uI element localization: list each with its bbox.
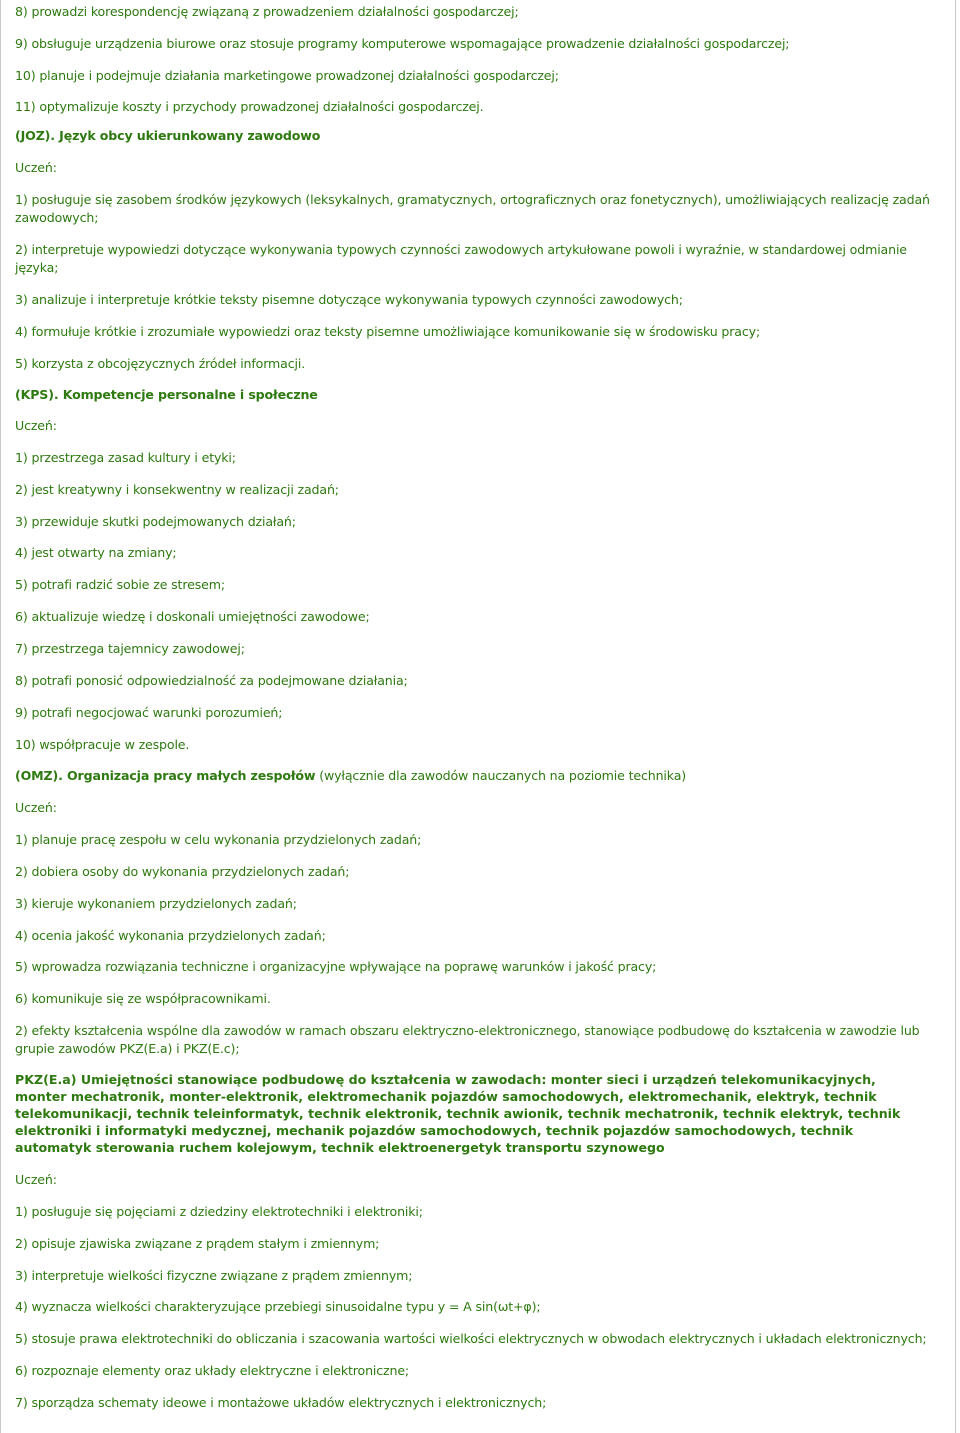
- list-item: 6) komunikuje się ze współpracownikami.: [15, 991, 271, 1006]
- section-heading-omz-bold: (OMZ). Organizacja pracy małych zespołów: [15, 768, 316, 783]
- section-intro: Uczeń:: [15, 800, 57, 815]
- list-item: 7) sporządza schematy ideowe i montażowe układów elektrycznych i elektronicznych;: [15, 1395, 547, 1410]
- list-item: 3) analizuje i interpretuje krótkie teksty pisemne dotyczące wykonywania typowych czynności zawodowych;: [15, 292, 683, 307]
- list-item: 6) rozpoznaje elementy oraz układy elektryczne i elektroniczne;: [15, 1363, 410, 1378]
- list-item: 6) aktualizuje wiedzę i doskonali umiejętności zawodowe;: [15, 609, 370, 624]
- list-item: 9) obsługuje urządzenia biurowe oraz stosuje programy komputerowe wspomagające prowadzenie działalności gospodarczej;: [15, 36, 790, 51]
- list-item: 2) interpretuje wypowiedzi dotyczące wykonywania typowych czynności zawodowych artykułowane powoli i wyraźnie, w standardowej odmianie języka;: [15, 242, 907, 275]
- list-item: 1) planuje pracę zespołu w celu wykonania przydzielonych zadań;: [15, 832, 422, 847]
- section-heading-pkz: PKZ(E.a) Umiejętności stanowiące podbudowę do kształcenia w zawodach: monter sieci i urządzeń telekomunikacyjnych, monter mechatronik, monter-elektronik, elektromechanik pojazdów samochodowych, elektromechanik, elektryk, technik telekomunikacji, technik teleinformatyk, technik elektronik, technik awionik, technik mechatronik, technik elektryk, technik elektroniki i informatyki medycznej, mechanik pojazdów samochodowych, technik pojazdów samochodowych, technik automatyk sterowania ruchem kolejowym, technik elektroenergetyk transportu szynowego: [15, 1072, 901, 1155]
- list-item: 2) opisuje zjawiska związane z prądem stałym i zmiennym;: [15, 1236, 380, 1251]
- list-item: 10) planuje i podejmuje działania marketingowe prowadzonej działalności gospodarczej;: [15, 68, 559, 83]
- list-item: 8) prowadzi korespondencję związaną z prowadzeniem działalności gospodarczej;: [15, 4, 519, 19]
- list-item: 1) posługuje się pojęciami z dziedziny elektrotechniki i elektroniki;: [15, 1204, 423, 1219]
- section-heading-joz: (JOZ). Język obcy ukierunkowany zawodowo: [15, 128, 321, 143]
- list-item: 9) potrafi negocjować warunki porozumień;: [15, 705, 283, 720]
- section-heading-omz-note: (wyłącznie dla zawodów nauczanych na poziomie technika): [315, 768, 687, 783]
- list-item: 5) potrafi radzić sobie ze stresem;: [15, 577, 225, 592]
- list-item: 4) formułuje krótkie i zrozumiałe wypowiedzi oraz teksty pisemne umożliwiające komunikowanie się w środowisku pracy;: [15, 324, 761, 339]
- list-item: 1) przestrzega zasad kultury i etyki;: [15, 450, 236, 465]
- list-item: 3) przewiduje skutki podejmowanych działań;: [15, 514, 296, 529]
- section-heading-omz: [15, 767, 930, 785]
- list-item: 5) wprowadza rozwiązania techniczne i organizacyjne wpływające na poprawę warunków i jakość pracy;: [15, 959, 657, 974]
- section-intro: Uczeń:: [15, 1172, 57, 1187]
- list-item: 4) jest otwarty na zmiany;: [15, 545, 177, 560]
- list-item: 2) jest kreatywny i konsekwentny w realizacji zadań;: [15, 482, 339, 497]
- list-item: 5) korzysta z obcojęzycznych źródeł informacji.: [15, 356, 306, 371]
- list-item: 4) wyznacza wielkości charakteryzujące przebiegi sinusoidalne typu y = A sin(ωt+φ);: [15, 1299, 541, 1314]
- list-item: 11) optymalizuje koszty i przychody prowadzonej działalności gospodarczej.: [15, 99, 484, 114]
- list-item: 8) potrafi ponosić odpowiedzialność za podejmowane działania;: [15, 673, 408, 688]
- list-item: 10) współpracuje w zespole.: [15, 737, 190, 752]
- section-intro: Uczeń:: [15, 160, 57, 175]
- list-item: 3) kieruje wykonaniem przydzielonych zadań;: [15, 896, 297, 911]
- list-item: 2) dobiera osoby do wykonania przydzielonych zadań;: [15, 864, 350, 879]
- list-item: 3) interpretuje wielkości fizyczne związane z prądem zmiennym;: [15, 1268, 413, 1283]
- list-item: 5) stosuje prawa elektrotechniki do obliczania i szacowania wartości wielkości elektrycznych w obwodach elektrycznych i układach elektronicznych;: [15, 1331, 927, 1346]
- list-item: 1) posługuje się zasobem środków językowych (leksykalnych, gramatycznych, ortograficznych oraz fonetycznych), umożliwiających realizację zadań zawodowych;: [15, 192, 930, 225]
- list-item: 7) przestrzega tajemnicy zawodowej;: [15, 641, 245, 656]
- list-item: 4) ocenia jakość wykonania przydzielonych zadań;: [15, 928, 326, 943]
- section-heading-kps: (KPS). Kompetencje personalne i społeczne: [15, 387, 318, 402]
- section-intro: Uczeń:: [15, 418, 57, 433]
- paragraph-point-2: 2) efekty kształcenia wspólne dla zawodów w ramach obszaru elektryczno-elektronicznego, stanowiące podbudowę do kształcenia w zawodzie lub grupie zawodów PKZ(E.a) i PKZ(E.c);: [15, 1023, 920, 1056]
